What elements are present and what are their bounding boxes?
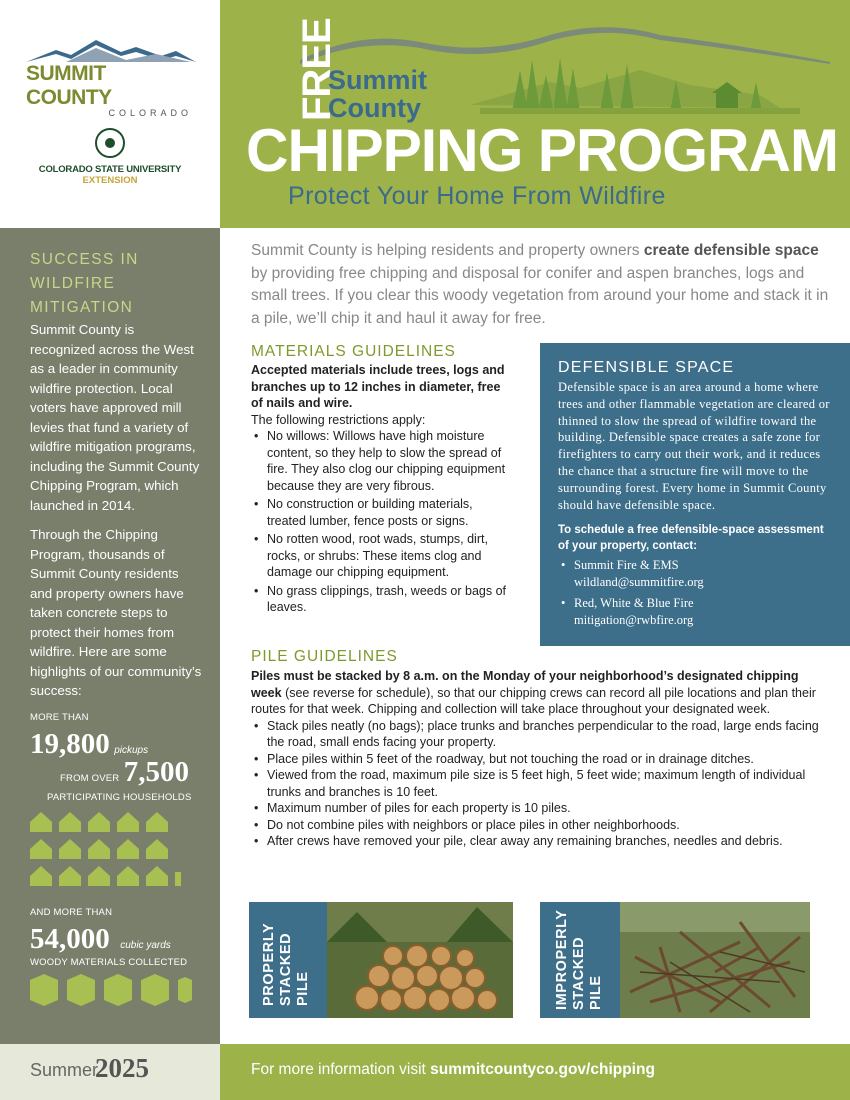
materials-heading: MATERIALS GUIDELINES bbox=[251, 343, 456, 360]
pile-heading: PILE GUIDELINES bbox=[251, 648, 398, 665]
defensible-text: Defensible space is an area around a home where trees and other flammable vegetation are cleared or thinned to slow the spread of wildfire toward the building. Defensible space creates a safe zone for firefighters to carry out their work, and it reduces the chance that a structure fire will move to the surrounding forest. Every home in Summit County should have defensible space. bbox=[558, 380, 830, 512]
contact-org: • Summit Fire & EMS bbox=[574, 558, 679, 573]
header-county-line1: Summit bbox=[328, 65, 428, 95]
csu-name: COLORADO STATE UNIVERSITY bbox=[38, 164, 182, 175]
log-pile-image bbox=[327, 902, 513, 1018]
pile-item: • Place piles within 5 feet of the roadway, but not touching the road or in drainage ditches. bbox=[251, 751, 826, 768]
csu-extension: EXTENSION bbox=[82, 175, 138, 186]
defensible-space-box bbox=[540, 343, 850, 646]
stat2-post: PARTICIPATING HOUSEHOLDS bbox=[47, 792, 192, 803]
county-subtitle: COLORADO bbox=[108, 108, 192, 118]
contact-item bbox=[558, 595, 832, 629]
county-name: SUMMIT COUNTY bbox=[26, 62, 112, 109]
stat1-number: 19,800 bbox=[30, 728, 110, 760]
pile-item: • Maximum number of piles for each property is 10 piles. bbox=[251, 800, 826, 817]
footer-left bbox=[0, 1044, 220, 1100]
pile-list bbox=[251, 718, 826, 850]
materials-item: • No rotten wood, root wads, stumps, dirt, rocks, or shrubs: These items clog and damage our chipping equipment. bbox=[251, 531, 509, 581]
logo-area bbox=[0, 0, 220, 228]
pile-item: • After crews have removed your pile, clear away any remaining branches, needles and debris. bbox=[251, 833, 826, 850]
materials-body bbox=[251, 362, 509, 616]
intro-paragraph: Summit County is helping residents and property owners create defensible space by providing free chipping and disposal for conifer and aspen branches, logs and small trees. If you clear this woody vegetation from around your home and stack it in a pile, we’ll chip it and haul it away for free. bbox=[251, 242, 829, 327]
improper-pile-label: IMPROPERLY STACKED PILE bbox=[540, 902, 620, 1018]
contact-item bbox=[558, 557, 832, 591]
materials-item: • No willows: Willows have high moisture content, so they help to slow the spread of fire. They also clog our chipping equipment because they are very fibrous. bbox=[251, 428, 509, 494]
pile-item: • Do not combine piles with neighbors or place piles in other neighborhoods. bbox=[251, 817, 826, 834]
contact-org: • Red, White & Blue Fire bbox=[574, 596, 694, 611]
footer-year: 2025 bbox=[95, 1053, 149, 1083]
stat3-unit: cubic yards bbox=[120, 940, 171, 951]
footer-info: For more information visit summitcountyco.gov/chipping bbox=[251, 1061, 655, 1078]
defensible-contact-lead: To schedule a free defensible-space assessment of your property, contact: bbox=[558, 524, 824, 552]
page-title: CHIPPING PROGRAM bbox=[246, 117, 838, 184]
stat3-pre: AND MORE THAN bbox=[30, 907, 113, 918]
header-county-line2: County bbox=[328, 93, 421, 123]
sidebar-paragraph-2: Through the Chipping Program, thousands of Summit County residents and property owners have taken concrete steps to protect their homes from wildfire. Here are some highlights of our community’s success: bbox=[30, 527, 202, 698]
stat3 bbox=[30, 923, 171, 956]
sidebar bbox=[0, 228, 220, 1044]
stat1-unit: pickups bbox=[114, 745, 149, 756]
stat2-number: 7,500 bbox=[123, 756, 190, 788]
contact-email[interactable]: wildland@summitfire.org bbox=[574, 575, 704, 590]
pile-item: • Stack piles neatly (no bags); place trunks and branches perpendicular to the road, large ends facing the road, small ends facing your property. bbox=[251, 718, 826, 751]
improper-pile-photo bbox=[620, 902, 810, 1018]
footer-season: Summer bbox=[30, 1060, 99, 1080]
footer-url-link[interactable]: summitcountyco.gov/chipping bbox=[430, 1061, 655, 1078]
materials-lead: Accepted materials include trees, logs and branches up to 12 inches in diameter, free of nails and wire. bbox=[251, 363, 505, 410]
materials-item: • No construction or building materials, treated lumber, fence posts or signs. bbox=[251, 496, 509, 529]
stat1-pre: MORE THAN bbox=[30, 712, 89, 723]
pile-item: • Viewed from the road, maximum pile size is 5 feet high, 5 feet wide; maximum length of individual trunks and branches is 10 feet. bbox=[251, 767, 826, 800]
messy-pile-image bbox=[620, 902, 810, 1018]
defensible-heading: DEFENSIBLE SPACE bbox=[558, 359, 735, 376]
stat2-pre: FROM OVER bbox=[60, 773, 120, 784]
house-icons bbox=[30, 812, 190, 886]
sidebar-paragraph-1: Summit County is recognized across the West as a leader in community wildfire protection. Local voters have approved mill levies that fund a variety of wildfire mitigation programs, including the Summit County Chipping Program, which launched in 2014. bbox=[30, 322, 200, 513]
free-label: FREE bbox=[295, 18, 339, 121]
materials-item: • No grass clippings, trash, weeds or bags of leaves. bbox=[251, 583, 509, 616]
intro-emphasis: create defensible space bbox=[643, 242, 819, 259]
sidebar-title: SUCCESS IN WILDFIRE MITIGATION bbox=[30, 251, 139, 316]
csu-logo bbox=[20, 128, 200, 186]
mountain-logo-icon bbox=[26, 38, 196, 64]
proper-pile-photo bbox=[327, 902, 513, 1018]
proper-pile-label: PROPERLY STACKED PILE bbox=[249, 902, 327, 1018]
materials-list bbox=[251, 428, 509, 616]
contact-list bbox=[558, 557, 832, 629]
header-banner bbox=[220, 0, 850, 228]
contact-email[interactable]: mitigation@rwbfire.org bbox=[574, 613, 694, 628]
summit-county-logo bbox=[26, 38, 196, 118]
tagline: Protect Your Home From Wildfire bbox=[288, 182, 666, 210]
materials-restrictions: The following restrictions apply: bbox=[251, 412, 426, 427]
csu-seal-icon bbox=[95, 128, 125, 158]
pile-body bbox=[251, 668, 826, 850]
footer-right bbox=[220, 1044, 850, 1100]
stat3-post: WOODY MATERIALS COLLECTED bbox=[30, 957, 188, 968]
wood-cube-icons bbox=[30, 974, 200, 1008]
pile-lead: Piles must be stacked by 8 a.m. on the Monday of your neighborhood’s designated chipping week (see reverse for schedule), so that our chipping crews can record all pile locations and plan their routes for that week. Chipping and collection will take place throughout your designated week. bbox=[251, 669, 816, 716]
stat2 bbox=[60, 756, 189, 789]
stat3-number: 54,000 bbox=[30, 923, 110, 955]
